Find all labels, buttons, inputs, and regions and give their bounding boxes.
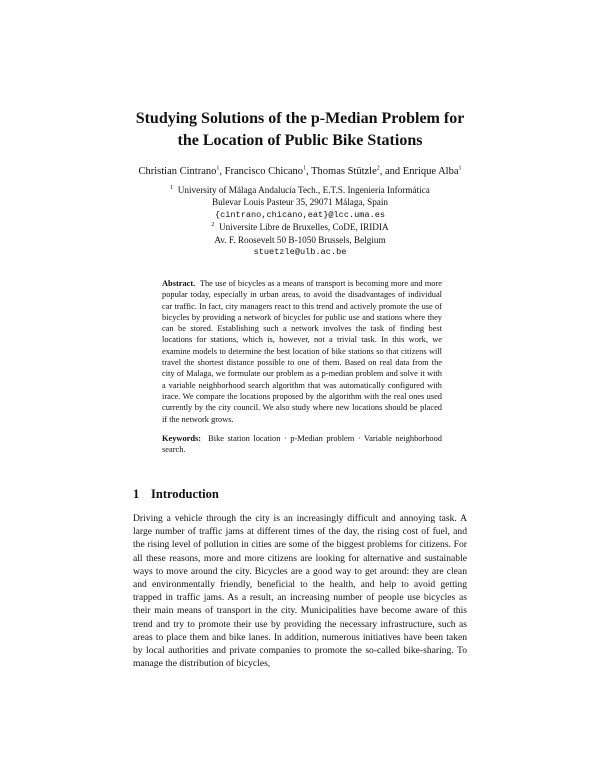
author-name: Enrique Alba — [402, 166, 459, 177]
author-affil-mark: 2 — [376, 165, 380, 172]
body-text — [133, 512, 467, 670]
affiliation-2-email: stuetzle@ulb.ac.be — [253, 247, 347, 258]
section-number: 1 — [133, 487, 140, 501]
section-heading — [133, 487, 473, 502]
affiliation-2-line-1: Universite Libre de Bruxelles, CoDE, IRIDIA — [218, 222, 389, 233]
title-line-1: Studying Solutions of the p-Median Problem for — [135, 110, 465, 127]
author-affil-mark: 1 — [303, 165, 307, 172]
keywords-text: Bike station location · p-Median problem · Variable neighborhood search. — [162, 433, 442, 455]
affiliation-1-line-1: University of Málaga Andalucía Tech., E.T.S. Ingeniería Informática — [177, 185, 430, 195]
author-separator: , and — [379, 166, 403, 177]
keywords-label: Keywords: — [162, 433, 202, 443]
abstract — [162, 278, 442, 455]
author-name: Francisco Chicano — [224, 166, 304, 177]
author-list — [0, 166, 600, 177]
author-name: Thomas Stützle — [311, 166, 377, 177]
affiliation-1 — [0, 184, 600, 196]
author-separator: , — [219, 166, 225, 177]
author-name: Christian Cintrano — [138, 166, 217, 177]
abstract-paragraph — [162, 278, 442, 425]
author-affil-mark: 1 — [216, 165, 220, 172]
affiliation-mark: 1 — [170, 184, 174, 191]
title-line-2: the Location of Public Bike Stations — [177, 132, 423, 149]
affiliation-1-email: {cintrano,chicano,eat}@lcc.uma.es — [214, 209, 386, 220]
affiliations — [0, 184, 600, 258]
affiliation-2-line-2: Av. F. Roosevelt 50 B-1050 Brussels, Belgium — [214, 234, 386, 245]
abstract-label: Abstract. — [162, 279, 196, 288]
affiliation-1-line-2: Bulevar Louis Pasteur 35, 29071 Málaga, Spain — [211, 197, 389, 208]
body-paragraph: Driving a vehicle through the city is an increasingly difficult and annoying task. A large number of traffic jams at different times of the day, the rising cost of fuel, and the rising level of pollution in cities are some of the biggest problems for citizens. For all these reasons, more and more citizens are looking for alternative and sustainable ways to move around the city. Bicycles are a good way to get around: they are clean and environmentally friendly, beneficial to the health, and help to avoid getting trapped in traffic jams. As a result, an increasing number of people use bicycles as their main means of transport in the city. Municipalities have become aware of this trend and try to promote their use by providing the necessary infrastructure, such as areas to place them and bike lanes. In addition, numerous initiatives have been taken by local authorities and private companies to promote the so-called bike-sharing. To manage the distribution of bicycles, — [133, 513, 467, 670]
author-separator: , — [306, 166, 312, 177]
paper-title — [0, 108, 600, 152]
abstract-text: The use of bicycles as a means of transport is becoming more and more popular today, especially in urban areas, to avoid the disadvantages of individual car traffic. In fact, city managers react to this trend and actively promote the use of bicycles by providing a network of bicycles for public use and stations where they can be stored. Establishing such a network involves the task of finding best locations for stations, which is, however, not a trivial task. In this work, we examine models to determine the best location of bike stations so that citizens will travel the shortest distance possible to one of them. Based on real data from the city of Malaga, we formulate our problem as a p-median problem and solve it with a variable neighborhood search algorithm that was automatically configured with irace. We compare the locations proposed by the algorithm with the real ones used currently by the city council. We also study where new locations should be placed if the network grows. — [162, 279, 443, 424]
affiliation-2 — [0, 221, 600, 233]
keywords-paragraph — [162, 433, 442, 456]
affiliation-mark: 2 — [211, 222, 215, 229]
section-title: Introduction — [151, 487, 219, 501]
author-affil-mark: 1 — [458, 165, 462, 172]
